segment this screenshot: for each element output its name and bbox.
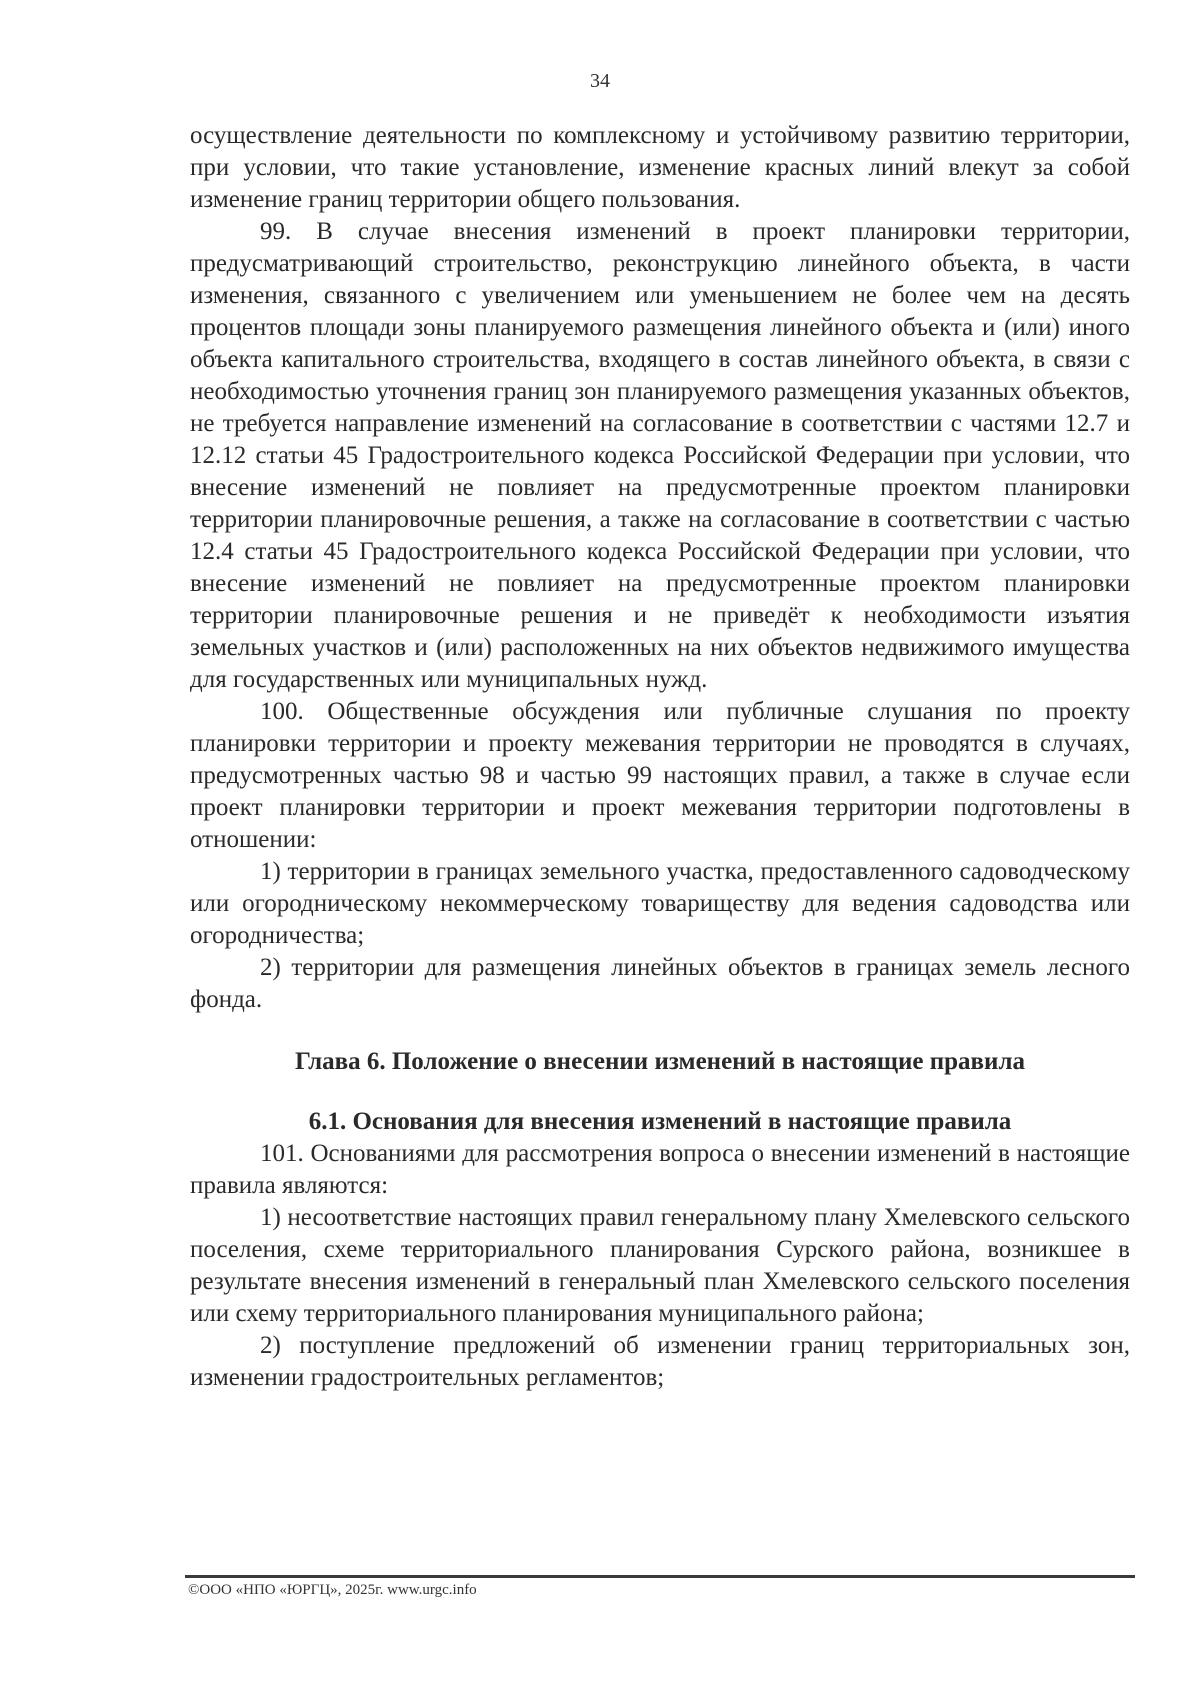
paragraph-continuation: осуществление деятельности по комплексному и устойчивому развитию территории, при условии, что такие установление, изменение красных линий влекут за собой изменение границ территории общего пользования. xyxy=(190,122,1130,213)
paragraph-100: 100. Общественные обсуждения или публичные слушания по проекту планировки территории и проекту межевания территории не проводятся в случаях, предусмотренных частью 98 и частью 99 настоящих правил, а также в случае если проект планировки территории и проект межевания территории подготовлены в отношении: xyxy=(190,698,1130,853)
page-number: 34 xyxy=(590,70,610,92)
paragraph-101-item-1: 1) несоответствие настоящих правил генеральному плану Хмелевского сельского поселения, схеме территориального планирования Сурского района, возникшее в результате внесения изменений в генеральный план Хмелевского сельского поселения или схему территориального планирования муниципального района; xyxy=(190,1204,1130,1327)
paragraph-101-item-2: 2) поступление предложений об изменении границ территориальных зон, изменении градостроительных регламентов; xyxy=(190,1332,1130,1391)
document-body xyxy=(190,120,1130,1394)
footer-copyright: ©ООО «НПО «ЮРГЦ», 2025г. www.urgc.info xyxy=(188,1582,477,1598)
paragraph-101: 101. Основаниями для рассмотрения вопроса о внесении изменений в настоящие правила являются: xyxy=(190,1140,1130,1199)
section-heading: 6.1. Основания для внесения изменений в настоящие правила xyxy=(308,1108,1012,1135)
chapter-heading: Глава 6. Положение о внесении изменений в настоящие правила xyxy=(295,1048,1025,1075)
footer-divider xyxy=(185,1575,1135,1578)
paragraph-99: 99. В случае внесения изменений в проект планировки территории, предусматривающий строительство, реконструкцию линейного объекта, в части изменения, связанного с увеличением или уменьшением не более чем на десять процентов площади зоны планируемого размещения линейного объекта и (или) иного объекта капитального строительства, входящего в состав линейного объекта, в связи с необходимостью уточнения границ зон планируемого размещения указанных объектов, не требуется направление изменений на согласование в соответствии с частями 12.7 и 12.12 статьи 45 Градостроительного кодекса Российской Федерации при условии, что внесение изменений не повлияет на предусмотренные проектом планировки территории планировочные решения, а также на согласование в соответствии с частью 12.4 статьи 45 Градостроительного кодекса Российской Федерации при условии, что внесение изменений не повлияет на предусмотренные проектом планировки территории планировочные решения и не приведёт к необходимости изъятия земельных участков и (или) расположенных на них объектов недвижимого имущества для государственных или муниципальных нужд. xyxy=(190,218,1130,693)
paragraph-100-item-1: 1) территории в границах земельного участка, предоставленного садоводческому или огородническому некоммерческому товариществу для ведения садоводства или огородничества; xyxy=(190,858,1130,949)
paragraph-100-item-2: 2) территории для размещения линейных объектов в границах земель лесного фонда. xyxy=(190,954,1130,1013)
